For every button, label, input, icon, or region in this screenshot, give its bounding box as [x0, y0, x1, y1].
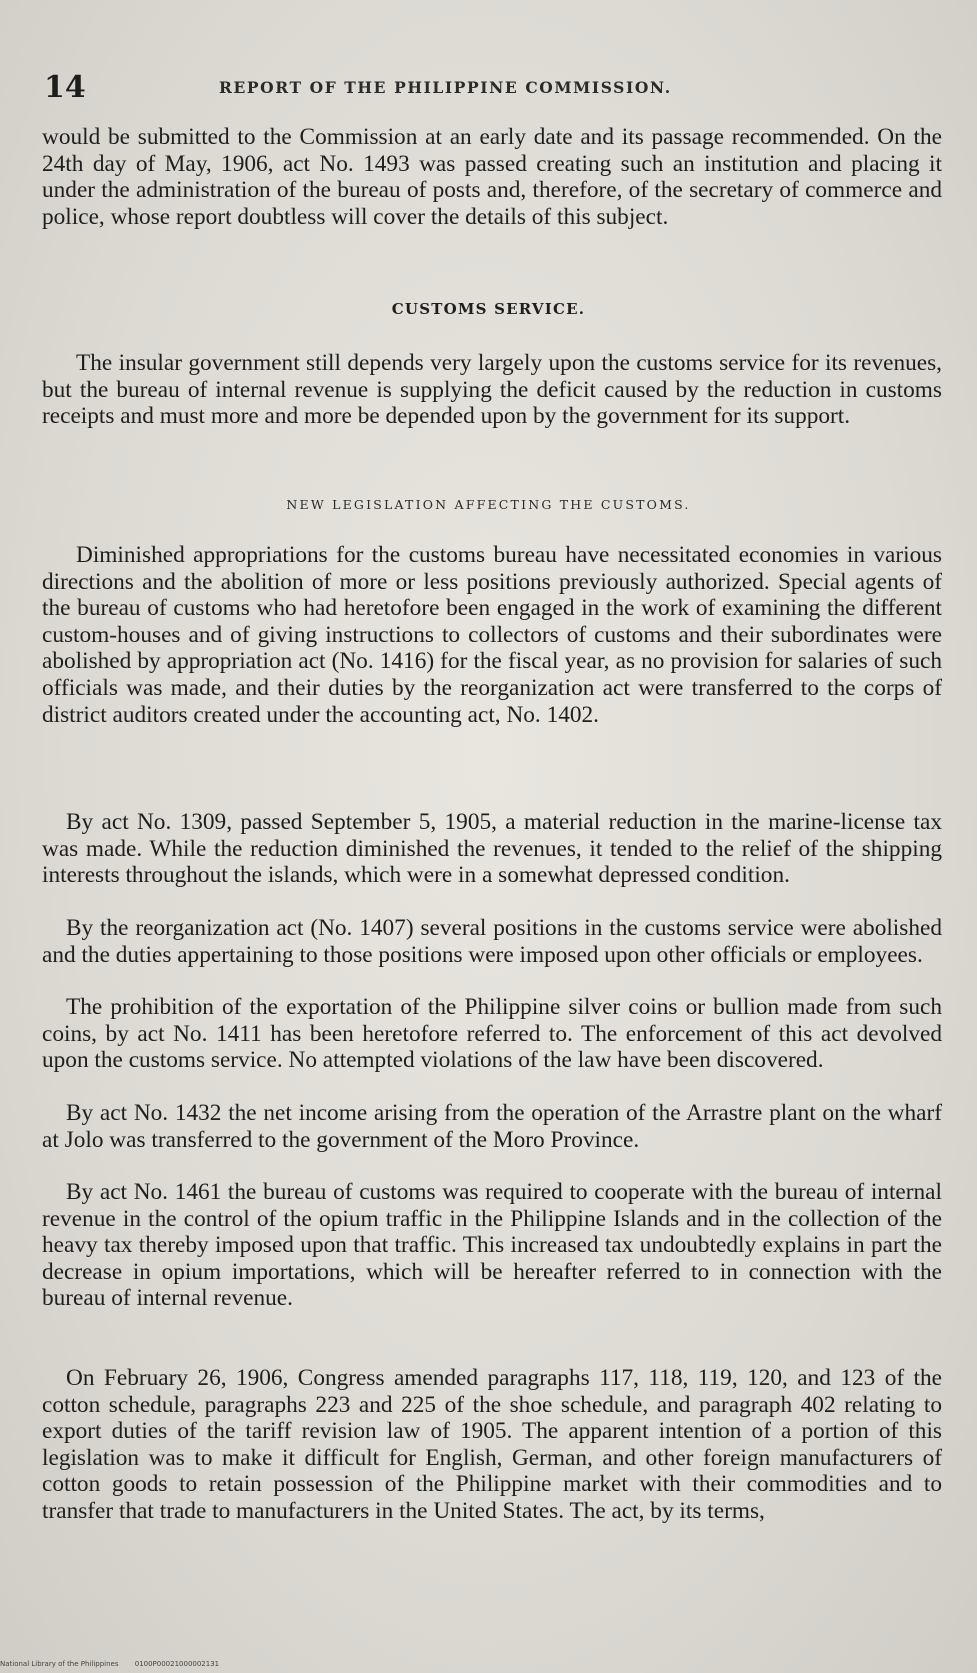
footer-id: 0100P00021000002131	[134, 1660, 220, 1668]
page-number: 14	[44, 70, 86, 105]
section-heading-customs-service: CUSTOMS SERVICE.	[391, 300, 586, 318]
footer-library: National Library of the Philippines	[0, 1660, 119, 1668]
subsection-heading-new-legislation: NEW LEGISLATION AFFECTING THE CUSTOMS.	[286, 497, 691, 512]
page-header	[44, 70, 934, 110]
running-head: REPORT OF THE PHILIPPINE COMMISSION.	[219, 78, 672, 97]
paragraph-act-1432: By act No. 1432 the net income arising from the operation of the Arrastre plant on the wharf at Jolo was transferred to the government of the Moro Province.	[42, 1100, 942, 1153]
paragraph-silver-coins: The prohibition of the exportation of the Philippine silver coins or bullion made from such coins, by act No. 1411 has been heretofore referred to. The enforcement of this act devolved upon the customs service. No attempted violations of the law have been discovered.	[42, 994, 942, 1074]
paragraph-continuation: would be submitted to the Commission at an early date and its passage recommended. On the 24th day of May, 1906, act No. 1493 was passed creating such an institution and placing it under the administration of the bureau of posts and, therefore, of the secretary of commerce and police, whose report doubtless will cover the details of this subject.	[42, 124, 942, 230]
paragraph-reorganization-act: By the reorganization act (No. 1407) several positions in the customs service were abolished and the duties appertaining to those positions were imposed upon other officials or employees.	[42, 915, 942, 968]
paragraph-customs-revenue: The insular government still depends very largely upon the customs service for its revenues, but the bureau of internal revenue is supplying the deficit caused by the reduction in customs receipts and must more and more be depended upon by the government for its support.	[42, 350, 942, 430]
paragraph-diminished-appropriations: Diminished appropriations for the customs bureau have necessitated economies in various directions and the abolition of more or less positions previously authorized. Special agents of the bureau of customs who had heretofore been engaged in the work of examining the different custom-houses and of giving instructions to collectors of customs and their subordinates were abolished by appropriation act (No. 1416) for the fiscal year, as no provision for salaries of such officials was made, and their duties by the reorganization act were transferred to the corps of district auditors created under the accounting act, No. 1402.	[42, 542, 942, 728]
paragraph-act-1461: By act No. 1461 the bureau of customs was required to cooperate with the bureau of internal revenue in the control of the opium traffic in the Philippine Islands and in the collection of the heavy tax thereby imposed upon that traffic. This increased tax undoubtedly explains in part the decrease in opium importations, which will be hereafter referred to in connection with the bureau of internal revenue.	[42, 1179, 942, 1312]
scan-footer	[0, 1660, 233, 1668]
paragraph-congress-amendments: On February 26, 1906, Congress amended paragraphs 117, 118, 119, 120, and 123 of the cotton schedule, paragraphs 223 and 225 of the shoe schedule, and paragraph 402 relating to export duties of the tariff revision law of 1905. The apparent intention of a portion of this legislation was to make it difficult for English, German, and other foreign manufacturers of cotton goods to retain possession of the Philippine market with their commodities and to transfer that trade to manufacturers in the United States. The act, by its terms,	[42, 1365, 942, 1524]
paragraph-act-1309: By act No. 1309, passed September 5, 1905, a material reduction in the marine-license tax was made. While the reduction diminished the revenues, it tended to the relief of the shipping interests throughout the islands, which were in a somewhat depressed condition.	[42, 809, 942, 889]
